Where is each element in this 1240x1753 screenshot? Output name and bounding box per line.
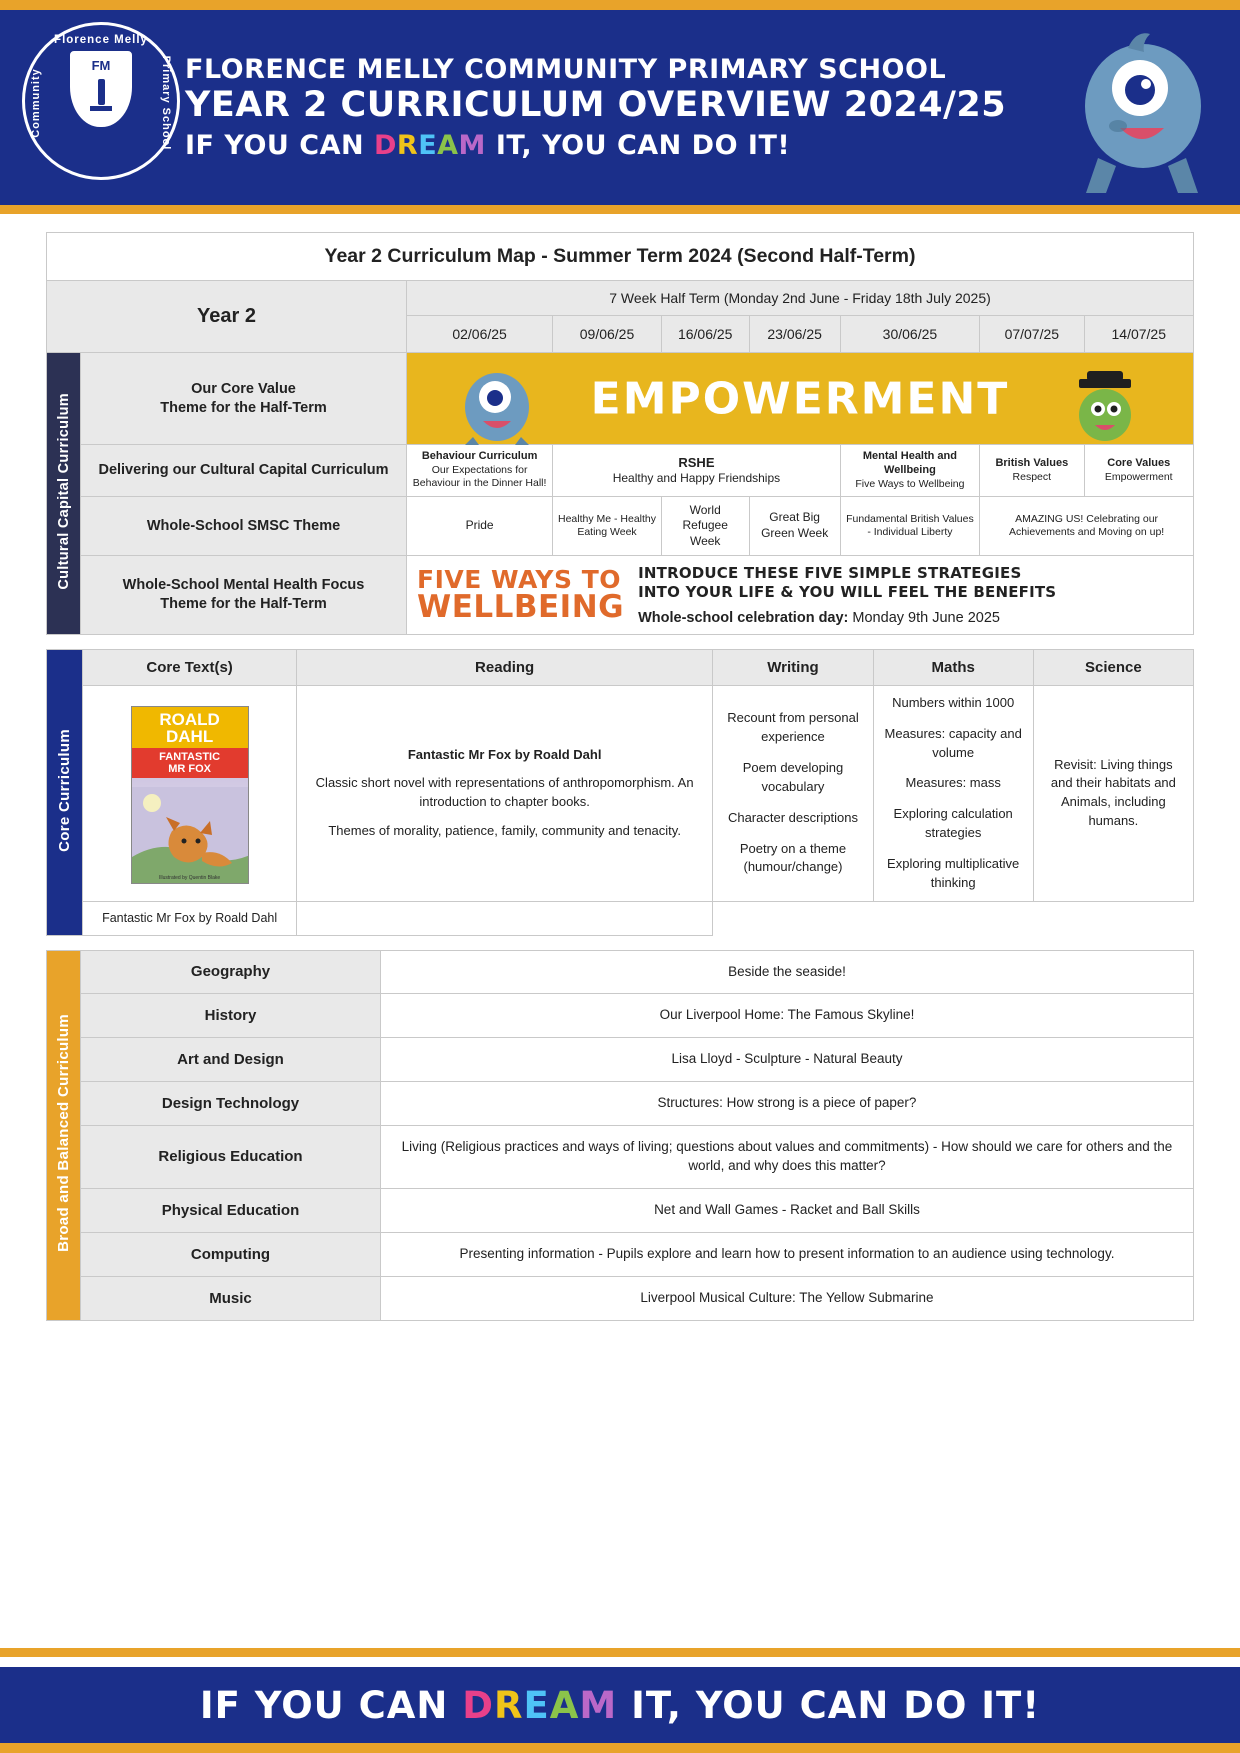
week-date-7: 14/07/25 <box>1084 316 1194 353</box>
subject-value-pe: Net and Wall Games - Racket and Ball Skills <box>381 1188 1194 1232</box>
broad-balanced-table <box>46 950 1194 1321</box>
core-header-maths: Maths <box>873 649 1033 685</box>
book-title-line1: FANTASTIC <box>159 751 221 764</box>
smsc-item-4: Great Big Green Week <box>749 496 840 556</box>
smsc-item-3: World Refugee Week <box>661 496 749 556</box>
crest-text-top: Florence Melly <box>54 34 148 46</box>
core-body-row <box>47 685 1194 901</box>
footer-letter-a: A <box>549 1683 580 1727</box>
mental-health-content <box>407 556 1194 635</box>
core-header-writing: Writing <box>713 649 873 685</box>
core-value-label-line2: Theme for the Half-Term <box>160 399 327 416</box>
cc-item-behaviour-title: Behaviour Curriculum <box>421 450 538 463</box>
subject-value-geography: Beside the seaside! <box>381 950 1194 994</box>
subject-label-computing: Computing <box>81 1232 381 1276</box>
core-header-row <box>47 649 1194 685</box>
footer-letter-r: R <box>493 1683 524 1727</box>
subject-value-history: Our Liverpool Home: The Famous Skyline! <box>381 994 1194 1038</box>
maths-cell <box>873 685 1033 901</box>
map-title: Year 2 Curriculum Map - Summer Term 2024 (Second Half-Term) <box>47 233 1194 281</box>
reading-cell <box>296 685 713 901</box>
page-header <box>0 10 1240 205</box>
motto-letter-a: A <box>437 129 459 161</box>
week-date-1: 02/06/25 <box>407 316 553 353</box>
header-orange-divider <box>0 205 1240 214</box>
subject-label-geography: Geography <box>81 950 381 994</box>
subject-label-re: Religious Education <box>81 1126 381 1189</box>
footer-band <box>0 1667 1240 1743</box>
cc-item-rshe-detail: Healthy and Happy Friendships <box>612 470 781 485</box>
core-value-row <box>47 353 1194 445</box>
cc-item-mhw-detail: Five Ways to Wellbeing <box>855 477 965 490</box>
subject-value-art: Lisa Lloyd - Sculpture - Natural Beauty <box>381 1038 1194 1082</box>
cc-item-cv-detail: Empowerment <box>1104 470 1173 483</box>
book-illustrator: Illustrated by Quentin Blake <box>159 875 221 882</box>
maths-item-3: Measures: mass <box>905 775 1001 791</box>
cc-item-rshe-title: RSHE <box>678 454 715 470</box>
empowerment-banner <box>407 353 1194 445</box>
cc-item-bv-detail: Respect <box>1012 470 1052 483</box>
footer-motto-pre: IF YOU CAN <box>199 1683 463 1727</box>
monster-mascot-icon <box>1068 28 1218 198</box>
mh-headline-line1: INTRODUCE THESE FIVE SIMPLE STRATEGIES <box>638 564 1022 583</box>
broad-row-dt <box>47 1082 1194 1126</box>
core-value-row-label <box>81 353 407 445</box>
cc-item-core-values <box>1084 445 1194 497</box>
footer-letter-m: M <box>579 1683 618 1727</box>
cultural-capital-row-label <box>81 445 407 497</box>
cc-item-rshe <box>553 445 841 497</box>
sidebar-core-curriculum-label: Core Curriculum <box>56 728 74 852</box>
subject-value-computing: Presenting information - Pupils explore and learn how to present information to an audience using technology. <box>381 1232 1194 1276</box>
sidebar-broad-balanced-label: Broad and Balanced Curriculum <box>55 1014 72 1252</box>
core-caption-filler-4 <box>1033 901 1193 935</box>
subject-label-history: History <box>81 994 381 1038</box>
broad-row-history <box>47 994 1194 1038</box>
broad-row-pe <box>47 1188 1194 1232</box>
year-label: Year 2 <box>47 281 407 353</box>
week-date-2: 09/06/25 <box>553 316 662 353</box>
map-title-row <box>47 233 1194 281</box>
footer-white-gap <box>0 1657 1240 1667</box>
school-crest-logo <box>22 22 180 180</box>
core-caption-filler-3 <box>873 901 1033 935</box>
motto-letter-r: R <box>396 129 419 161</box>
subject-value-re: Living (Religious practices and ways of living; questions about values and commitments) - How should we care for others and the world, and why does this matter? <box>381 1126 1194 1189</box>
core-value-label-line1: Our Core Value <box>191 380 296 397</box>
cc-item-british-values <box>980 445 1084 497</box>
page-title: YEAR 2 CURRICULUM OVERVIEW 2024/25 <box>185 85 1007 126</box>
smsc-row <box>47 496 1194 556</box>
writing-item-2: Poem developing vocabulary <box>742 760 844 794</box>
science-cell: Revisit: Living things and their habitats and Animals, including humans. <box>1033 685 1193 901</box>
broad-row-re <box>47 1126 1194 1189</box>
smsc-item-1: Pride <box>407 496 553 556</box>
broad-row-music <box>47 1276 1194 1320</box>
school-motto <box>185 131 1006 160</box>
crest-initials: FM <box>91 58 111 73</box>
mh-headline-line2: INTO YOUR LIFE & YOU WILL FEEL THE BENEFITS <box>638 583 1057 602</box>
footer-motto-post: IT, YOU CAN DO IT! <box>617 1683 1041 1727</box>
cc-item-behaviour-detail: Our Expectations for Behaviour in the Dinner Hall! <box>412 464 547 490</box>
half-term-label: 7 Week Half Term (Monday 2nd June - Friday 18th July 2025) <box>407 281 1194 316</box>
cc-item-cv-title: Core Values <box>1107 456 1171 469</box>
page-footer <box>0 1648 1240 1753</box>
subject-label-art: Art and Design <box>81 1038 381 1082</box>
core-header-science: Science <box>1033 649 1193 685</box>
subject-label-dt: Design Technology <box>81 1082 381 1126</box>
core-header-reading: Reading <box>296 649 713 685</box>
footer-letter-e: E <box>523 1683 550 1727</box>
sidebar-cultural-capital <box>47 353 81 635</box>
broad-row-art <box>47 1038 1194 1082</box>
broad-row-computing <box>47 1232 1194 1276</box>
core-curriculum-table <box>46 649 1194 936</box>
mh-celebration <box>638 610 1056 626</box>
crest-lamp-base-icon <box>90 106 112 111</box>
smsc-item-6: AMAZING US! Celebrating our Achievements and Moving on up! <box>980 496 1194 556</box>
smsc-item-2: Healthy Me - Healthy Eating Week <box>553 496 662 556</box>
crest-text-right: Primary School <box>160 55 172 151</box>
subject-label-pe: Physical Education <box>81 1188 381 1232</box>
writing-item-4: Poetry on a theme (humour/change) <box>739 840 847 875</box>
smsc-item-5: Fundamental British Values - Individual Liberty <box>840 496 979 556</box>
cc-item-bv-title: British Values <box>995 456 1069 469</box>
footer-letter-d: D <box>462 1683 494 1727</box>
subject-value-music: Liverpool Musical Culture: The Yellow Submarine <box>381 1276 1194 1320</box>
reading-para-2: Themes of morality, patience, family, community and tenacity. <box>328 823 681 839</box>
book-cover-image <box>131 706 249 884</box>
motto-letter-m: M <box>458 129 486 161</box>
sidebar-broad-balanced <box>47 950 81 1320</box>
crest-text-left: Community <box>30 68 42 138</box>
main-content <box>0 214 1240 1321</box>
five-ways-to-wellbeing-logo <box>417 565 625 626</box>
core-text-book <box>83 685 297 901</box>
mental-health-row <box>47 556 1194 635</box>
core-caption-filler-1 <box>296 901 713 935</box>
sidebar-cultural-capital-label: Cultural Capital Curriculum <box>55 393 72 590</box>
core-header-core-text: Core Text(s) <box>83 649 297 685</box>
mental-health-row-label <box>81 556 407 635</box>
cc-item-behaviour <box>407 445 553 497</box>
broad-row-geography <box>47 950 1194 994</box>
maths-item-5: Exploring multiplicative thinking <box>887 855 1020 890</box>
week-date-6: 07/07/25 <box>980 316 1084 353</box>
mh-label-line2: Theme for the Half-Term <box>160 596 327 613</box>
subject-value-dt: Structures: How strong is a piece of paper? <box>381 1082 1194 1126</box>
book-fox-illustration-icon <box>132 787 249 883</box>
mh-celebration-label: Whole-school celebration day: <box>638 609 849 626</box>
motto-letter-d: D <box>373 129 397 161</box>
week-date-5: 30/06/25 <box>840 316 979 353</box>
school-name: FLORENCE MELLY COMMUNITY PRIMARY SCHOOL <box>185 53 947 85</box>
sidebar-core-curriculum <box>47 649 83 935</box>
cc-label-line1: Delivering our Cultural Capital <box>98 461 308 478</box>
cc-label-line2: Curriculum <box>311 461 389 478</box>
mh-logo-line2: WELLBEING <box>417 589 625 626</box>
maths-item-2: Measures: capacity and volume <box>884 725 1022 760</box>
writing-cell <box>713 685 873 901</box>
cc-item-mhw <box>840 445 979 497</box>
motto-pre: IF YOU CAN <box>185 129 374 161</box>
reading-title: Fantastic Mr Fox by Roald Dahl <box>407 746 602 762</box>
top-orange-bar <box>0 0 1240 10</box>
smsc-row-label: Whole-School SMSC Theme <box>81 496 407 556</box>
cc-item-mhw-title: Mental Health and Wellbeing <box>862 450 957 476</box>
reading-para-1: Classic short novel with representations of anthropomorphism. An introduction to chapter books. <box>315 775 694 810</box>
week-date-4: 23/06/25 <box>749 316 840 353</box>
green-monster-icon <box>1069 371 1141 443</box>
mh-logo-line1: FIVE WAYS TO <box>417 565 622 595</box>
maths-item-1: Numbers within 1000 <box>892 694 1015 710</box>
footer-orange-divider-bottom <box>0 1743 1240 1753</box>
maths-item-4: Exploring calculation strategies <box>893 806 1013 841</box>
book-title-line2: MR FOX <box>168 763 211 776</box>
crest-shield-icon <box>70 51 132 127</box>
footer-motto <box>200 1684 1040 1727</box>
book-author-line1: ROALD <box>159 710 220 730</box>
writing-item-1: Recount from personal experience <box>727 710 859 745</box>
week-date-3: 16/06/25 <box>661 316 749 353</box>
core-caption-filler-2 <box>713 901 873 935</box>
year-week-header-row <box>47 281 1194 316</box>
book-caption: Fantastic Mr Fox by Roald Dahl <box>83 901 297 935</box>
core-value-text: EMPOWERMENT <box>590 373 1010 424</box>
subject-label-music: Music <box>81 1276 381 1320</box>
footer-orange-divider-top <box>0 1648 1240 1657</box>
motto-post: IT, YOU CAN DO IT! <box>485 129 791 161</box>
cultural-capital-row <box>47 445 1194 497</box>
mh-celebration-date: Monday 9th June 2025 <box>848 609 1000 626</box>
writing-item-3: Character descriptions <box>727 809 859 825</box>
mh-label-line1: Whole-School Mental Health Focus <box>122 577 365 594</box>
core-caption-row <box>47 901 1194 935</box>
curriculum-map-table <box>46 232 1194 635</box>
book-author-line2: DAHL <box>165 727 214 747</box>
motto-letter-e: E <box>418 129 438 161</box>
crest-lamp-icon <box>98 79 105 105</box>
